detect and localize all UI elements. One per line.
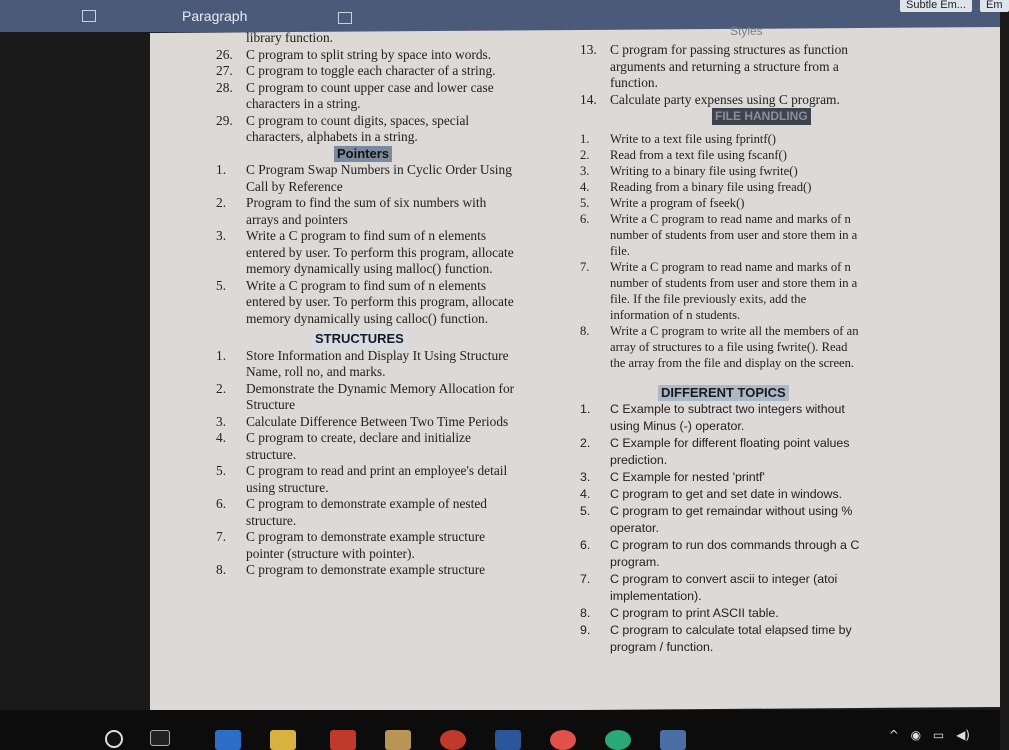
list-item-number: 6. [580, 538, 591, 552]
list-item-number: 4. [580, 487, 591, 501]
styles-group-label: Styles [730, 24, 763, 38]
list-item-number: 5. [580, 195, 590, 210]
file-handling-heading: FILE HANDLING [712, 108, 811, 125]
list-item [216, 47, 516, 64]
list-item [580, 42, 860, 92]
list-item-number: 2. [216, 380, 227, 396]
list-item-number: 1. [580, 131, 590, 146]
list-item [580, 92, 860, 109]
chevron-up-icon[interactable]: ^ [888, 728, 899, 742]
list-item-number: 7. [216, 529, 227, 544]
list-item-number: 3. [216, 228, 227, 243]
list-item-text: Write a C program to write all the members of an array of structures to a file using fwrite(). Read the array from the file and display on the screen. [610, 323, 859, 370]
list-item-number: 5. [216, 277, 227, 293]
list-item [580, 259, 860, 323]
list-item-text: Read from a text file using fscanf() [610, 147, 787, 162]
list-item-number: 27. [216, 63, 233, 78]
list-item-number: 2. [580, 147, 590, 162]
list-item-text: C Example to subtract two integers without using Minus (-) operator. [610, 402, 845, 433]
list-item-text: Calculate party expenses using C program. [610, 91, 840, 107]
list-item-number: 6. [580, 211, 590, 226]
list-item-number: 8. [216, 562, 227, 577]
list-item-number: 2. [580, 436, 591, 450]
pointers-heading-wrap [216, 146, 516, 163]
list-item [580, 571, 860, 605]
list-item-number: 6. [216, 496, 227, 511]
list-item-text: C Program Swap Numbers in Cyclic Order Using Call by Reference [246, 162, 512, 194]
system-tray[interactable] [889, 728, 970, 742]
browser-icon[interactable] [550, 730, 576, 750]
list-item [580, 605, 860, 622]
list-item-number: 1. [580, 402, 591, 416]
volume-icon[interactable]: ◀) [956, 728, 970, 742]
list-item-text: Reading from a binary file using fread() [610, 179, 812, 194]
structures-heading-wrap [216, 331, 516, 348]
list-item-text: Write a C program to read name and marks of n number of students from user and store them in a file. If the file previously exits, add the information of n students. [610, 259, 858, 322]
list-item-number: 3. [216, 413, 227, 429]
list-item [216, 63, 516, 80]
list-item-text: C program to run dos commands through a C program. [610, 538, 860, 569]
list-item-number: 3. [580, 163, 590, 178]
list-item-number: 7. [580, 259, 590, 274]
list-item [580, 323, 860, 371]
list-item [580, 469, 860, 486]
list-item-number: 26. [216, 46, 233, 62]
list-item-number: 14. [580, 91, 597, 107]
list-item-number: 4. [580, 179, 590, 194]
list-item [216, 529, 516, 562]
diff-heading-wrap [580, 385, 860, 402]
list-item [580, 537, 860, 571]
list-item [216, 496, 516, 529]
pointers-list [216, 162, 516, 327]
file-handling-list [580, 131, 860, 371]
list-item-number: 1. [216, 347, 227, 363]
list-item [580, 147, 860, 163]
list-item-text: C Example for nested 'printf' [610, 470, 765, 484]
list-item [216, 381, 516, 414]
list-item-number: 9. [580, 623, 591, 637]
list-item-text: C program to print ASCII table. [610, 606, 779, 620]
list-item-text: C program for passing structures as function arguments and returning a structure from a function. [610, 42, 849, 90]
list-item-text: C program to count digits, spaces, special characters, alphabets in a string. [246, 112, 470, 144]
list-item-text: C program to convert ascii to integer (atoi implementation). [610, 572, 838, 603]
list-item [216, 228, 516, 278]
app-icon[interactable] [385, 730, 411, 750]
list-item [216, 562, 516, 579]
list-item-text: Write to a text file using fprintf() [610, 131, 776, 146]
list-item-text: C program to split string by space into words. [246, 46, 492, 62]
calculator-icon[interactable] [660, 730, 686, 750]
list-item [580, 401, 860, 435]
list-item [580, 131, 860, 147]
list-item-text: C program to create, declare and initialize structure. [246, 430, 471, 462]
list-item-number: 3. [580, 470, 591, 484]
list-item-text: library function. [246, 30, 334, 45]
list-item-text: Write a program of fseek() [610, 195, 745, 210]
windows-taskbar [0, 710, 1000, 750]
list-item [580, 195, 860, 211]
battery-icon[interactable]: ▭ [932, 728, 945, 742]
file-heading-wrap [580, 108, 860, 125]
list-item-number: 29. [216, 112, 233, 128]
list-item-number: 7. [580, 572, 591, 586]
list-item [580, 486, 860, 503]
list-item [216, 278, 516, 328]
media-icon[interactable] [605, 730, 631, 750]
list-item [216, 430, 516, 463]
list-item-text: C program to count upper case and lower case characters in a string. [246, 79, 494, 111]
list-item-text: C program to calculate total elapsed time by program / function. [610, 623, 852, 654]
list-item-text: Write a C program to find sum of n elements entered by user. To perform this program, allocate memory dynamically using calloc() function. [246, 277, 514, 326]
search-icon[interactable] [105, 730, 123, 748]
left-column [216, 30, 516, 579]
list-item [216, 348, 516, 381]
style-subtle-emphasis[interactable]: Subtle Em... [900, 0, 972, 12]
list-item [580, 435, 860, 469]
network-icon[interactable]: ◉ [910, 728, 922, 742]
list-item-number: 8. [580, 606, 591, 620]
list-item-number: 5. [216, 463, 227, 478]
edge-icon[interactable] [215, 730, 241, 750]
list-item-text: C program to demonstrate example structure pointer (structure with pointer). [246, 529, 486, 561]
list-item [580, 163, 860, 179]
list-item-text: C program to demonstrate example of nested structure. [246, 496, 487, 528]
list-item [216, 162, 516, 195]
list-item-text: C program to read and print an employee's detail using structure. [246, 463, 508, 495]
string-programs-list [216, 30, 516, 146]
pointers-heading: Pointers [334, 146, 392, 163]
list-item-number: 28. [216, 79, 233, 95]
word-icon[interactable] [495, 730, 521, 750]
style-emphasis[interactable]: Em [980, 0, 1009, 12]
list-item-text: C program to get and set date in windows. [610, 487, 843, 501]
different-topics-list [580, 401, 860, 656]
list-item-number: 13. [580, 42, 597, 57]
list-item [580, 211, 860, 259]
right-column [580, 42, 860, 656]
list-item-text: Calculate Difference Between Two Time Periods [246, 413, 509, 429]
list-item [216, 80, 516, 113]
list-item [216, 414, 516, 431]
structures-heading: STRUCTURES [312, 331, 407, 348]
task-view-icon[interactable] [150, 730, 170, 746]
list-item-text: Writing to a binary file using fwrite() [610, 163, 798, 178]
list-item [216, 195, 516, 228]
store-icon[interactable] [330, 730, 356, 750]
structure-programs-cont-list [580, 42, 860, 108]
list-item-text: C program to get remaindar without using % operator. [610, 504, 853, 535]
ribbon-expand-icon[interactable] [82, 10, 96, 22]
paragraph-group-label: Paragraph [182, 8, 248, 24]
list-item-text: Demonstrate the Dynamic Memory Allocation for Structure [246, 380, 515, 412]
paragraph-dialog-launcher-icon[interactable] [338, 12, 352, 24]
list-item-text: Write a C program to read name and marks of n number of students from user and store them in a file. [610, 211, 858, 258]
structures-list [216, 348, 516, 579]
list-item-number: 8. [580, 323, 590, 338]
list-item-text: C program to demonstrate example structure [246, 562, 486, 577]
list-item [580, 503, 860, 537]
list-item-text: Store Information and Display It Using Structure Name, roll no, and marks. [246, 347, 509, 379]
list-item-text: C program to toggle each character of a string. [246, 63, 496, 78]
different-topics-heading: DIFFERENT TOPICS [658, 385, 789, 402]
list-item-number: 2. [216, 195, 227, 210]
list-item-text: Program to find the sum of six numbers with arrays and pointers [246, 195, 487, 227]
list-item-number: 5. [580, 504, 591, 518]
list-item-number: 1. [216, 162, 227, 177]
list-item-text: C Example for different floating point values prediction. [610, 436, 850, 467]
list-item [580, 622, 860, 656]
list-item [580, 179, 860, 195]
list-item [216, 30, 516, 47]
list-item [216, 463, 516, 496]
list-item [216, 113, 516, 146]
file-explorer-icon[interactable] [270, 730, 296, 750]
list-item-text: Write a C program to find sum of n elements entered by user. To perform this program, allocate memory dynamically using malloc() function. [246, 228, 514, 276]
list-item-number: 4. [216, 430, 227, 445]
chrome-icon[interactable] [440, 730, 466, 750]
